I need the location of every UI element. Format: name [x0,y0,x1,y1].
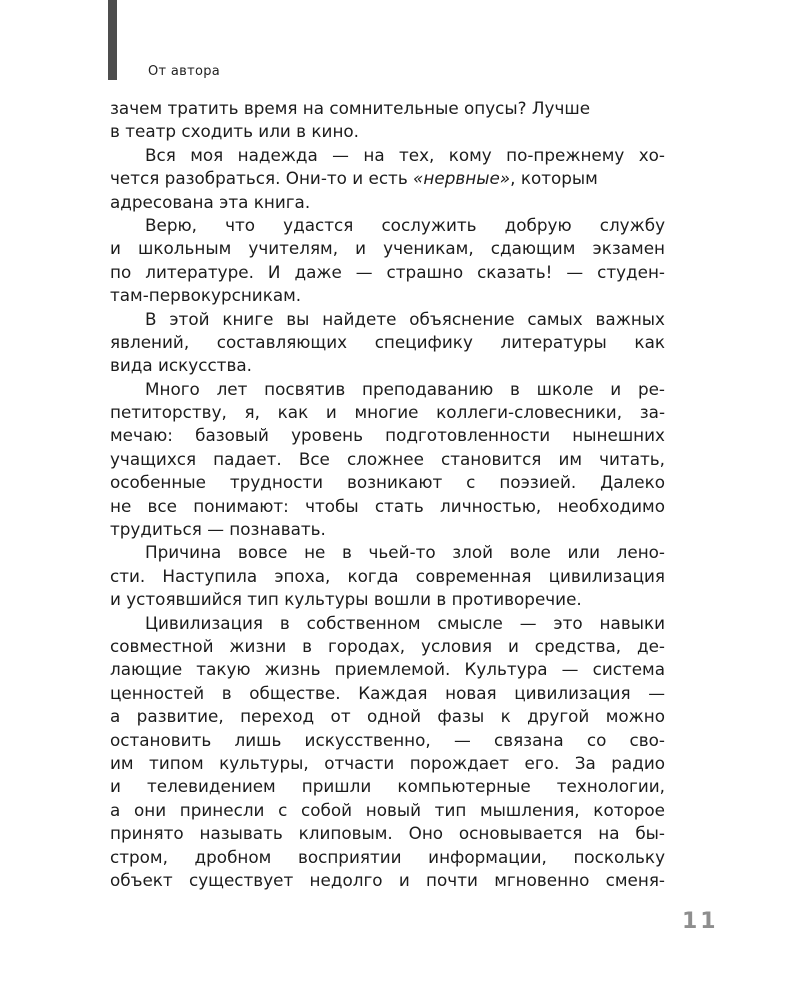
text-line: петиторству, я, как и многие коллеги-словесники, за- [110,402,665,423]
text-line: принято называть клиповым. Оно основывается на бы- [110,823,665,844]
text-line: и устоявшийся тип культуры вошли в противоречие. [110,589,582,610]
text-line: адресована эта книга. [110,191,311,212]
text-line: трудиться — познавать. [110,519,326,540]
text-line: в театр сходить или в кино. [110,121,360,142]
text-line: а они принесли с собой новый тип мышления, которое [110,799,665,820]
text-line: и школьным учителям, и ученикам, сдающим экзамен [110,238,665,259]
text-line: лающие такую жизнь приемлемой. Культура — система [110,659,665,680]
text-line: учащихся падает. Все сложнее становится им читать, [110,448,665,469]
text-line: зачем тратить время на сомнительные опусы? Лучше [110,98,591,118]
text-line: ценностей в обществе. Каждая новая цивилизация — [110,682,665,703]
text-line: вида искусства. [110,355,252,376]
text-line: особенные трудности возникают с поэзией. Далеко [110,472,665,493]
text-line: не все понимают: чтобы стать личностью, необходимо [110,495,665,516]
text-span: чется разобраться. Они-то и есть [110,168,414,189]
running-head: От автора [148,64,221,79]
page-body-text [110,97,665,892]
text-line: там-первокурсникам. [110,285,302,306]
text-line: объект существует недолго и почти мгновенно сменя- [110,869,665,890]
text-span: , которым [510,168,598,189]
paragraph-first-line: В этой книге вы найдете объяснение самых важных [145,308,665,329]
paragraph-first-line: Вся моя надежда — на тех, кому по-прежнему хо- [145,144,665,165]
text-line [110,167,665,190]
text-line: мечаю: базовый уровень подготовленности нынешних [110,425,665,446]
paragraph-first-line: Причина вовсе не в чьей-то злой воле или лено- [145,542,665,563]
page-number: 11 [682,909,719,934]
text-line: сти. Наступила эпоха, когда современная цивилизация [110,565,665,586]
text-line: а развитие, переход от одной фазы к другой можно [110,706,665,727]
paragraph-first-line: Цивилизация в собственном смысле — это навыки [145,612,665,633]
text-line: явлений, составляющих специфику литературы как [110,331,665,352]
page-header-bar [108,0,117,80]
text-line: и телевидением пришли компьютерные технологии, [110,776,665,797]
paragraph-first-line: Верю, что удастся сослужить добрую службу [145,214,665,235]
text-line: совместной жизни в городах, условия и средства, де- [110,635,665,656]
text-line: им типом культуры, отчасти порождает его. За радио [110,752,665,773]
text-line: остановить лишь искусственно, — связана со сво- [110,729,665,750]
paragraph-first-line: Много лет посвятив преподаванию в школе и ре- [145,378,665,399]
emphasized-term: «нервные» [413,168,511,189]
text-line: стром, дробном восприятии информации, поскольку [110,846,665,867]
text-line: по литературе. И даже — страшно сказать! — студен- [110,261,665,282]
